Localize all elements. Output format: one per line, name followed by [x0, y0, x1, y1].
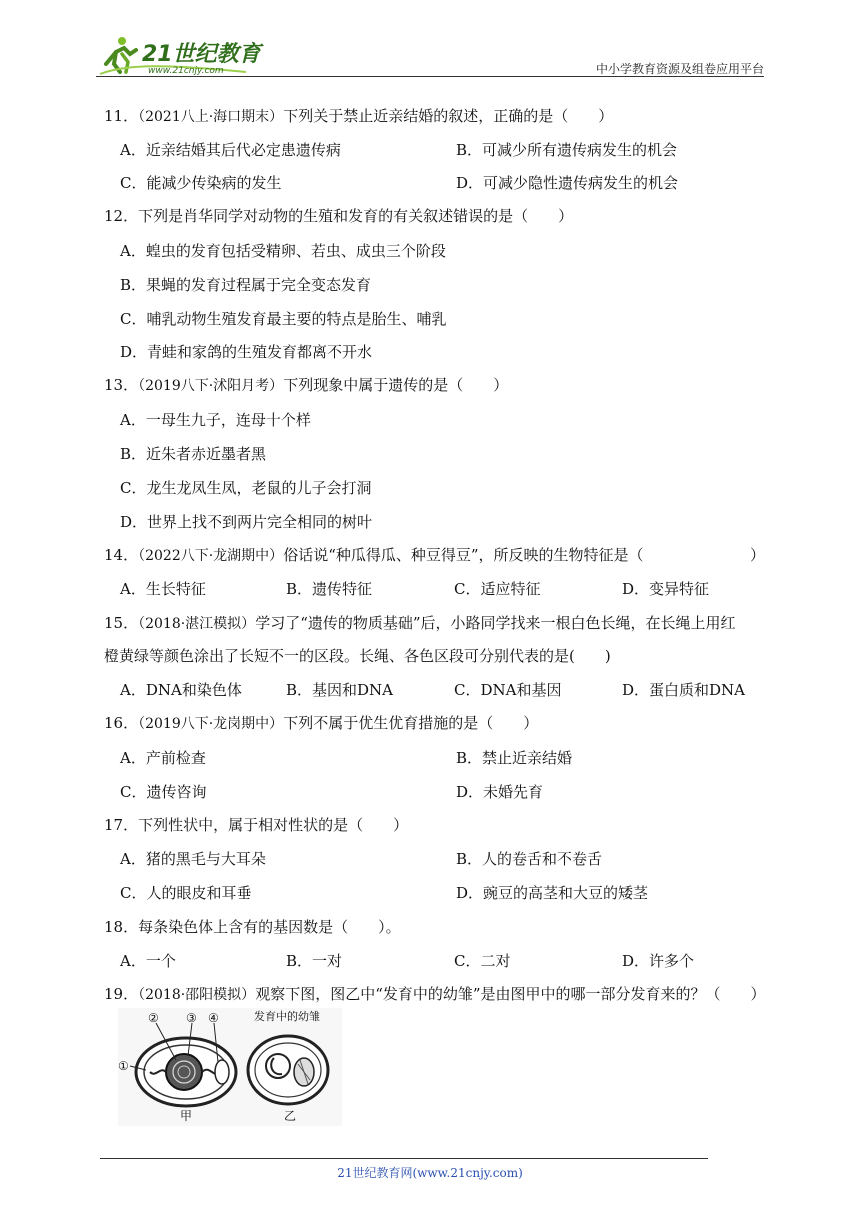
label-4: ④	[208, 1011, 219, 1025]
q17-option-c: C．人的眼皮和耳垂	[120, 884, 252, 902]
footer-divider	[100, 1158, 708, 1159]
page-header	[96, 34, 764, 78]
q12-option-b: B．果蝇的发育过程属于完全变态发育	[120, 276, 372, 294]
q12-option-d: D．青蛙和家鸽的生殖发育都离不开水	[120, 343, 373, 361]
q11-option-d: D．可减少隐性遗传病发生的机会	[456, 174, 679, 192]
q14-option-b: B．遗传特征	[286, 580, 373, 598]
question-18: 18．每条染色体上含有的基因数是（ ）。	[104, 918, 401, 936]
question-15-line2: 橙黄绿等颜色涂出了长短不一的区段。长绳、各色区段可分别代表的是( )	[104, 647, 611, 665]
platform-name: 中小学教育资源及组卷应用平台	[595, 62, 764, 76]
q13-option-c: C．龙生龙凤生凤，老鼠的儿子会打洞	[120, 479, 372, 497]
site-logo	[96, 34, 266, 78]
egg-structure-figure	[118, 1008, 342, 1126]
q13-option-b: B．近朱者赤近墨者黑	[120, 445, 267, 463]
q17-option-d: D．豌豆的高茎和大豆的矮茎	[456, 884, 649, 902]
svg-text:21世纪教育: 21世纪教育	[142, 42, 261, 67]
q15-option-b: B．基因和DNA	[286, 681, 394, 699]
question-11: 11．（2021八上·海口期末）下列关于禁止近亲结婚的叙述，正确的是（ ）	[104, 107, 614, 125]
q18-option-b: B．一对	[286, 952, 343, 970]
question-15: 15．（2018·湛江模拟）学习了“遗传的物质基础”后，小路同学找来一根白色长绳，在长绳上用红	[104, 614, 736, 632]
header-divider	[96, 76, 764, 77]
q18-option-d: D．许多个	[622, 952, 695, 970]
q12-option-a: A．蝗虫的发育包括受精卵、若虫、成虫三个阶段	[120, 242, 446, 260]
q13-option-d: D．世界上找不到两片完全相同的树叶	[120, 513, 373, 531]
q17-option-b: B．人的卷舌和不卷舌	[456, 850, 603, 868]
question-14: 14．（2022八下·龙湖期中）俗话说“种瓜得瓜、种豆得豆”，所反映的生物特征是（	[104, 546, 644, 564]
question-13: 13．（2019八下·沭阳月考）下列现象中属于遗传的是（ ）	[104, 376, 509, 394]
label-2: ②	[148, 1011, 159, 1025]
q16-option-a: A．产前检查	[120, 749, 206, 767]
question-16: 16．（2019八下·龙岗期中）下列不属于优生优育措施的是（ ）	[104, 714, 539, 732]
q17-option-a: A．猪的黑毛与大耳朵	[120, 850, 266, 868]
runner-logo-icon	[96, 34, 266, 78]
q15-option-d: D．蛋白质和DNA	[622, 681, 746, 699]
q13-option-a: A．一母生九子，连母十个样	[120, 411, 311, 429]
q18-option-c: C．二对	[454, 952, 511, 970]
question-19: 19．（2018·邵阳模拟）观察下图，图乙中“发育中的幼雏”是由图甲中的哪一部分发育来的？（ ）	[104, 985, 766, 1003]
q15-option-a: A．DNA和染色体	[120, 681, 242, 699]
label-3: ③	[186, 1011, 197, 1025]
q16-option-b: B．禁止近亲结婚	[456, 749, 573, 767]
q16-option-c: C．遗传咨询	[120, 783, 207, 801]
q18-option-a: A．一个	[120, 952, 176, 970]
chick-label: 发育中的幼雏	[254, 1010, 320, 1023]
egg-yolk	[166, 1054, 202, 1090]
label-1: ①	[118, 1059, 129, 1073]
q14-option-d: D．变异特征	[622, 580, 710, 598]
q14-option-a: A．生长特征	[120, 580, 206, 598]
q14-close-paren: ）	[750, 546, 766, 564]
q12-option-c: C．哺乳动物生殖发育最主要的特点是胎生、哺乳	[120, 310, 447, 328]
caption-yi: 乙	[284, 1109, 297, 1123]
q16-option-d: D．未婚先育	[456, 783, 544, 801]
caption-jia: 甲	[180, 1109, 193, 1123]
q11-option-b: B．可减少所有遗传病发生的机会	[456, 141, 678, 159]
svg-text:www.21cnjy.com: www.21cnjy.com	[148, 66, 224, 76]
question-12: 12．下列是肖华同学对动物的生殖和发育的有关叙述错误的是（ ）	[104, 207, 574, 225]
q14-option-c: C．适应特征	[454, 580, 541, 598]
egg-diagram	[118, 1008, 342, 1126]
q15-option-c: C．DNA和基因	[454, 681, 562, 699]
q11-option-c: C．能减少传染病的发生	[120, 174, 282, 192]
q11-option-a: A．近亲结婚其后代必定患遗传病	[120, 141, 341, 159]
footer-link[interactable]: 21世纪教育网(www.21cnjy.com)	[337, 1166, 523, 1180]
question-17: 17．下列性状中，属于相对性状的是（ ）	[104, 816, 409, 834]
